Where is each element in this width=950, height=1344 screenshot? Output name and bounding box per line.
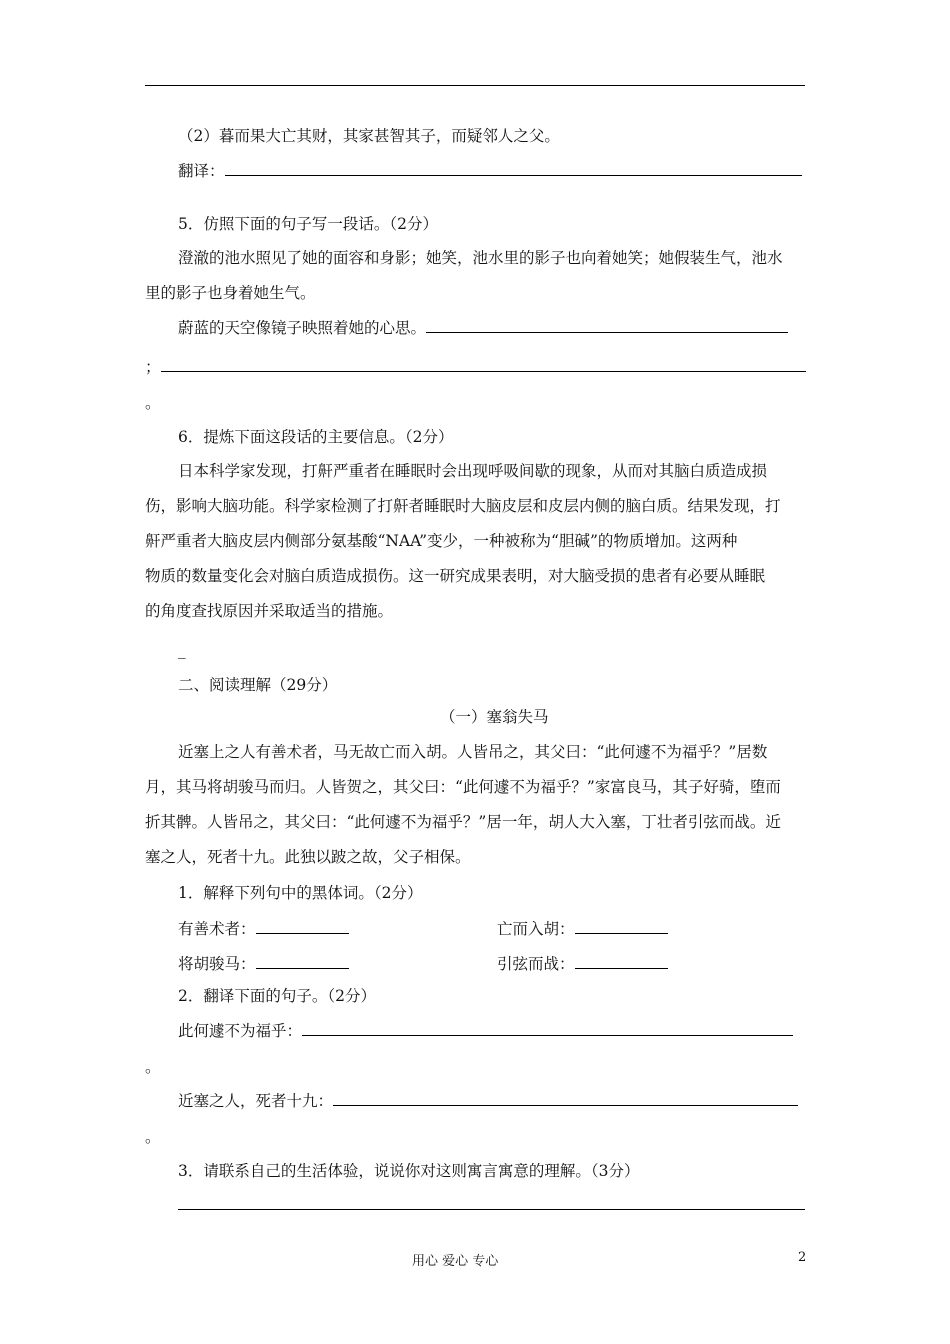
q6-title: 6．提炼下面这段话的主要信息。（2分） [178,428,454,446]
s2-q2-period-2: 。 [145,1128,161,1146]
translate-label: 翻译： [178,162,225,180]
s2-q1-title: 1．解释下列句中的黑体词。（2分） [178,884,423,902]
answer-blank[interactable] [302,1021,793,1036]
s2-q2-period-1: 。 [145,1058,161,1076]
q5-period: 。 [145,394,161,412]
answer-blank[interactable] [225,161,802,176]
q6-line-3: 鼾严重者大脑皮层内侧部分氨基酸“NAA”变少，一种被称为“胆碱”的物质增加。这两种 [145,532,738,550]
s2-q1-item-1 [178,919,349,939]
q4-2-sentence: （2）暮而果大亡其财，其家甚智其子，而疑邻人之父。 [178,127,560,145]
q6-line-1: 日本科学家发现，打鼾严重者在睡眠时会出现呼吸间歇的现象，从而对其脑白质造成损 [178,462,768,480]
footer-motto: 用心 爱心 专心 [412,1254,499,1269]
answer-blank[interactable] [256,919,349,934]
item-label: 亡而入胡： [497,920,575,938]
q5-example-line-1: 澄澈的池水照见了她的面容和身影；她笑，池水里的影子也向着她笑；她假装生气，池水 [178,249,783,267]
s2-q2-title: 2．翻译下面的句子。（2分） [178,987,376,1005]
q5-example-line-2: 里的影子也身着她生气。 [145,284,316,302]
answer-blank[interactable] [333,1091,798,1106]
passage-title: （一）塞翁失马 [440,708,549,726]
item-label: 引弦而战： [497,955,575,973]
s2-q1-item-2 [497,919,668,939]
passage-line-4: 塞之人，死者十九。此独以跛之故，父子相保。 [145,848,471,866]
q6-line-5: 的角度查找原因并采取适当的措施。 [145,602,394,620]
answer-blank[interactable] [256,954,349,969]
section-heading: 二、阅读理解（29分） [178,676,338,694]
passage-line-3: 折其髀。人皆吊之，其父曰：“此何遽不为福乎？”居一年，胡人大入塞，丁壮者引弦而战。近 [145,813,781,831]
passage-line-1: 近塞上之人有善术者，马无故亡而入胡。人皆吊之，其父曰：“此何遽不为福乎？”居数 [178,743,768,761]
page-number: 2 [798,1250,807,1265]
item-label: 有善术者： [178,920,256,938]
header-rule [145,85,805,86]
s2-q3-title: 3．请联系自己的生活体验，说说你对这则寓言寓意的理解。（3分） [178,1162,640,1180]
sentence-label: 近塞之人，死者十九： [178,1092,334,1110]
answer-blank[interactable] [426,318,788,333]
answer-blank[interactable] [161,357,806,372]
q6-answer-blank[interactable]: _ [178,641,186,659]
answer-blank[interactable] [575,919,668,934]
q4-2-translate-row [178,161,802,181]
s2-q1-item-3 [178,954,349,974]
q5-prompt: 蔚蓝的天空像镜子映照着她的心思。 [178,319,427,337]
q5-semicolon-row [145,357,806,377]
q5-semicolon: ； [145,358,161,376]
item-label: 将胡骏马： [178,955,256,973]
s2-q2-sentence-1-row [178,1021,793,1041]
sentence-label: 此何遽不为福乎： [178,1022,303,1040]
q6-line-2: 伤，影响大脑功能。科学家检测了打鼾者睡眠时大脑皮层和皮层内侧的脑白质。结果发现，打 [145,497,781,515]
s2-q2-sentence-2-row [178,1091,798,1111]
answer-line[interactable] [178,1209,805,1210]
s2-q1-item-4 [497,954,668,974]
passage-line-2: 月，其马将胡骏马而归。人皆贺之，其父曰：“此何遽不为福乎？”家富良马，其子好骑，堕而 [145,778,781,796]
q6-line-4: 物质的数量变化会对脑白质造成损伤。这一研究成果表明，对大脑受损的患者有必要从睡眠 [145,567,766,585]
answer-blank[interactable] [575,954,668,969]
q5-prompt-row [178,318,788,338]
q5-title: 5．仿照下面的句子写一段话。（2分） [178,215,438,233]
